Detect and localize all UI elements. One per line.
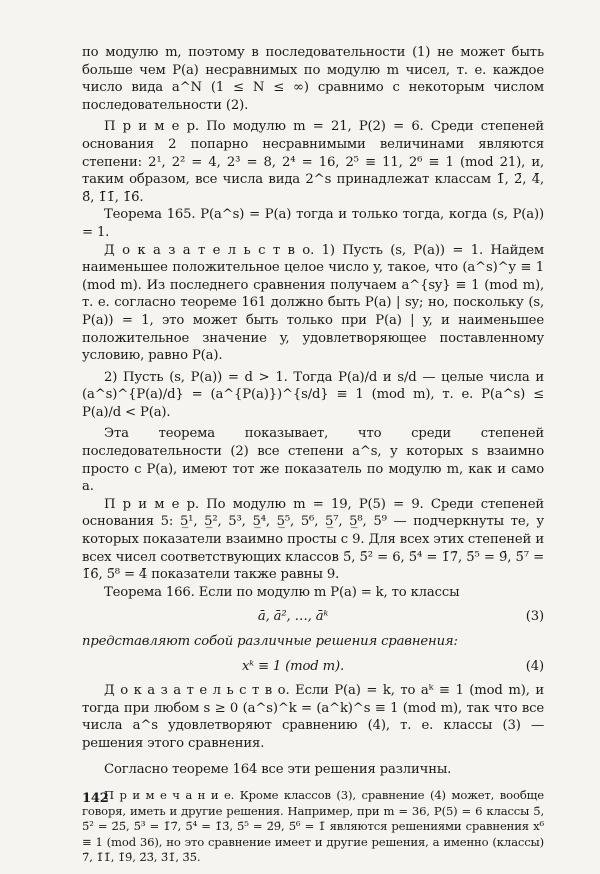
proof-165-part1: Д о к а з а т е л ь с т в о. 1) Пусть (s, P(a)) = 1. Найдем наименьшее положительное целое число y, такое, что (a^s)^y ≡ 1 (mod m). Из последнего сравнения получаем a^{sy} ≡ 1 (mod m), т. е. согласно теореме 161 должно быть P(a) | sy; но, поскольку (s, P(a)) = 1, это может быть только при P(a) | y, и наименьшее положительное значение y, удовлетворяющее поставленному условию, равно P(a). [82, 242, 544, 364]
formula-4-expression: xᵏ ≡ 1 (mod m). [241, 658, 345, 674]
paragraph-after-formula-3: представляют собой различные решения сравнения: [82, 634, 458, 649]
proof-166: Д о к а з а т е л ь с т в о. Если P(a) = k, то aᵏ ≡ 1 (mod m), и тогда при любом s ≥ 0 (a^s)^k = (a^k)^s ≡ 1 (mod m), так что все числа a^s удовлетворяют сравнению (4), т. е. классы (3) — решения этого сравнения. [82, 683, 544, 751]
paragraph-continuation: по модулю m, поэтому в последовательности (1) не может быть больше чем P(a) несравнимых по модулю m чисел, т. е. каждое число вида a^N (1 ≤ N ≤ ∞) сравнимо с некоторым числом последовательности (2). [82, 45, 544, 113]
formula-3-expression: ā, ā², …, āᵏ [257, 609, 329, 625]
formula-4-number: (4) [525, 658, 544, 674]
paragraph-example-mod21: П р и м е р. По модулю m = 21, P(2) = 6. Среди степеней основания 2 попарно несравнимыми величинами являются степени: 2¹, 2² = 4, 2³ = 8, 2⁴ = 16, 2⁵ ≡ 11, 2⁶ ≡ 1 (mod 21), и, таким образом, все числа вида 2^s принадлежат классам 1̄, 2̄, 4̄, 8̄, 1̄1̄, 1̄6̄. [82, 119, 544, 205]
paragraph-conclusion: Согласно теореме 164 все эти решения различны. [104, 761, 452, 777]
formula-3 [82, 608, 544, 626]
paragraph-theorem-remark: Эта теорема показывает, что среди степеней последовательности (2) все степени a^s, у которых s взаимно просто с P(a), имеют тот же показатель по модулю m, как и само a. [82, 426, 544, 495]
theorem-166: Теорема 166. Если по модулю m P(a) = k, то классы [104, 584, 460, 600]
page-number: 142 [82, 791, 109, 806]
paragraph-example-mod19: П р и м е р. По модулю m = 19, P(5) = 9. Среди степеней основания 5: 5̲¹, 5̲², 5³, 5̲⁴, 5̲⁵, 5⁶, 5̲⁷, 5̲⁸, 5⁹ — подчеркнуты те, у которых показатели взаимно просты с 9. Для всех этих степеней и всех чисел соответствующих классов 5̄, 5̄² = 6, 5̄⁴ = 1̄7̄, 5̄⁵ = 9̄, 5̄⁷ = 1̄6̄, 5̄⁸ = 4̄ показатели также равны 9. [82, 496, 544, 583]
proof-165-part2: 2) Пусть (s, P(a)) = d > 1. Тогда P(a)/d и s/d — целые числа и (a^s)^{P(a)/d} = (a^{P(a)})^{s/d} ≡ 1 (mod m), т. е. P(a^s) ≤ P(a)/d < P(a). [82, 369, 544, 420]
footnote-remark: П р и м е ч а н и е. Кроме классов (3), сравнение (4) может, вообще говоря, иметь и другие решения. Например, при m = 36, P(5) = 6 классы 5̄, 5̄² = 2̄5̄, 5̄³ = 1̄7̄, 5̄⁴ = 1̄3̄, 5̄⁵ = 2̄9̄, 5̄⁶ = 1̄ являются решениями сравнения x⁶ ≡ 1 (mod 36), но это сравнение имеет и другие решения, а именно (классы) 7̄, 1̄1̄, 1̄9̄, 2̄3̄, 3̄1̄, 3̄5̄. [82, 788, 544, 865]
theorem-165: Теорема 165. P(a^s) = P(a) тогда и только тогда, когда (s, P(a)) = 1. [82, 207, 544, 240]
formula-3-number: (3) [525, 609, 544, 625]
formula-4 [82, 658, 544, 676]
